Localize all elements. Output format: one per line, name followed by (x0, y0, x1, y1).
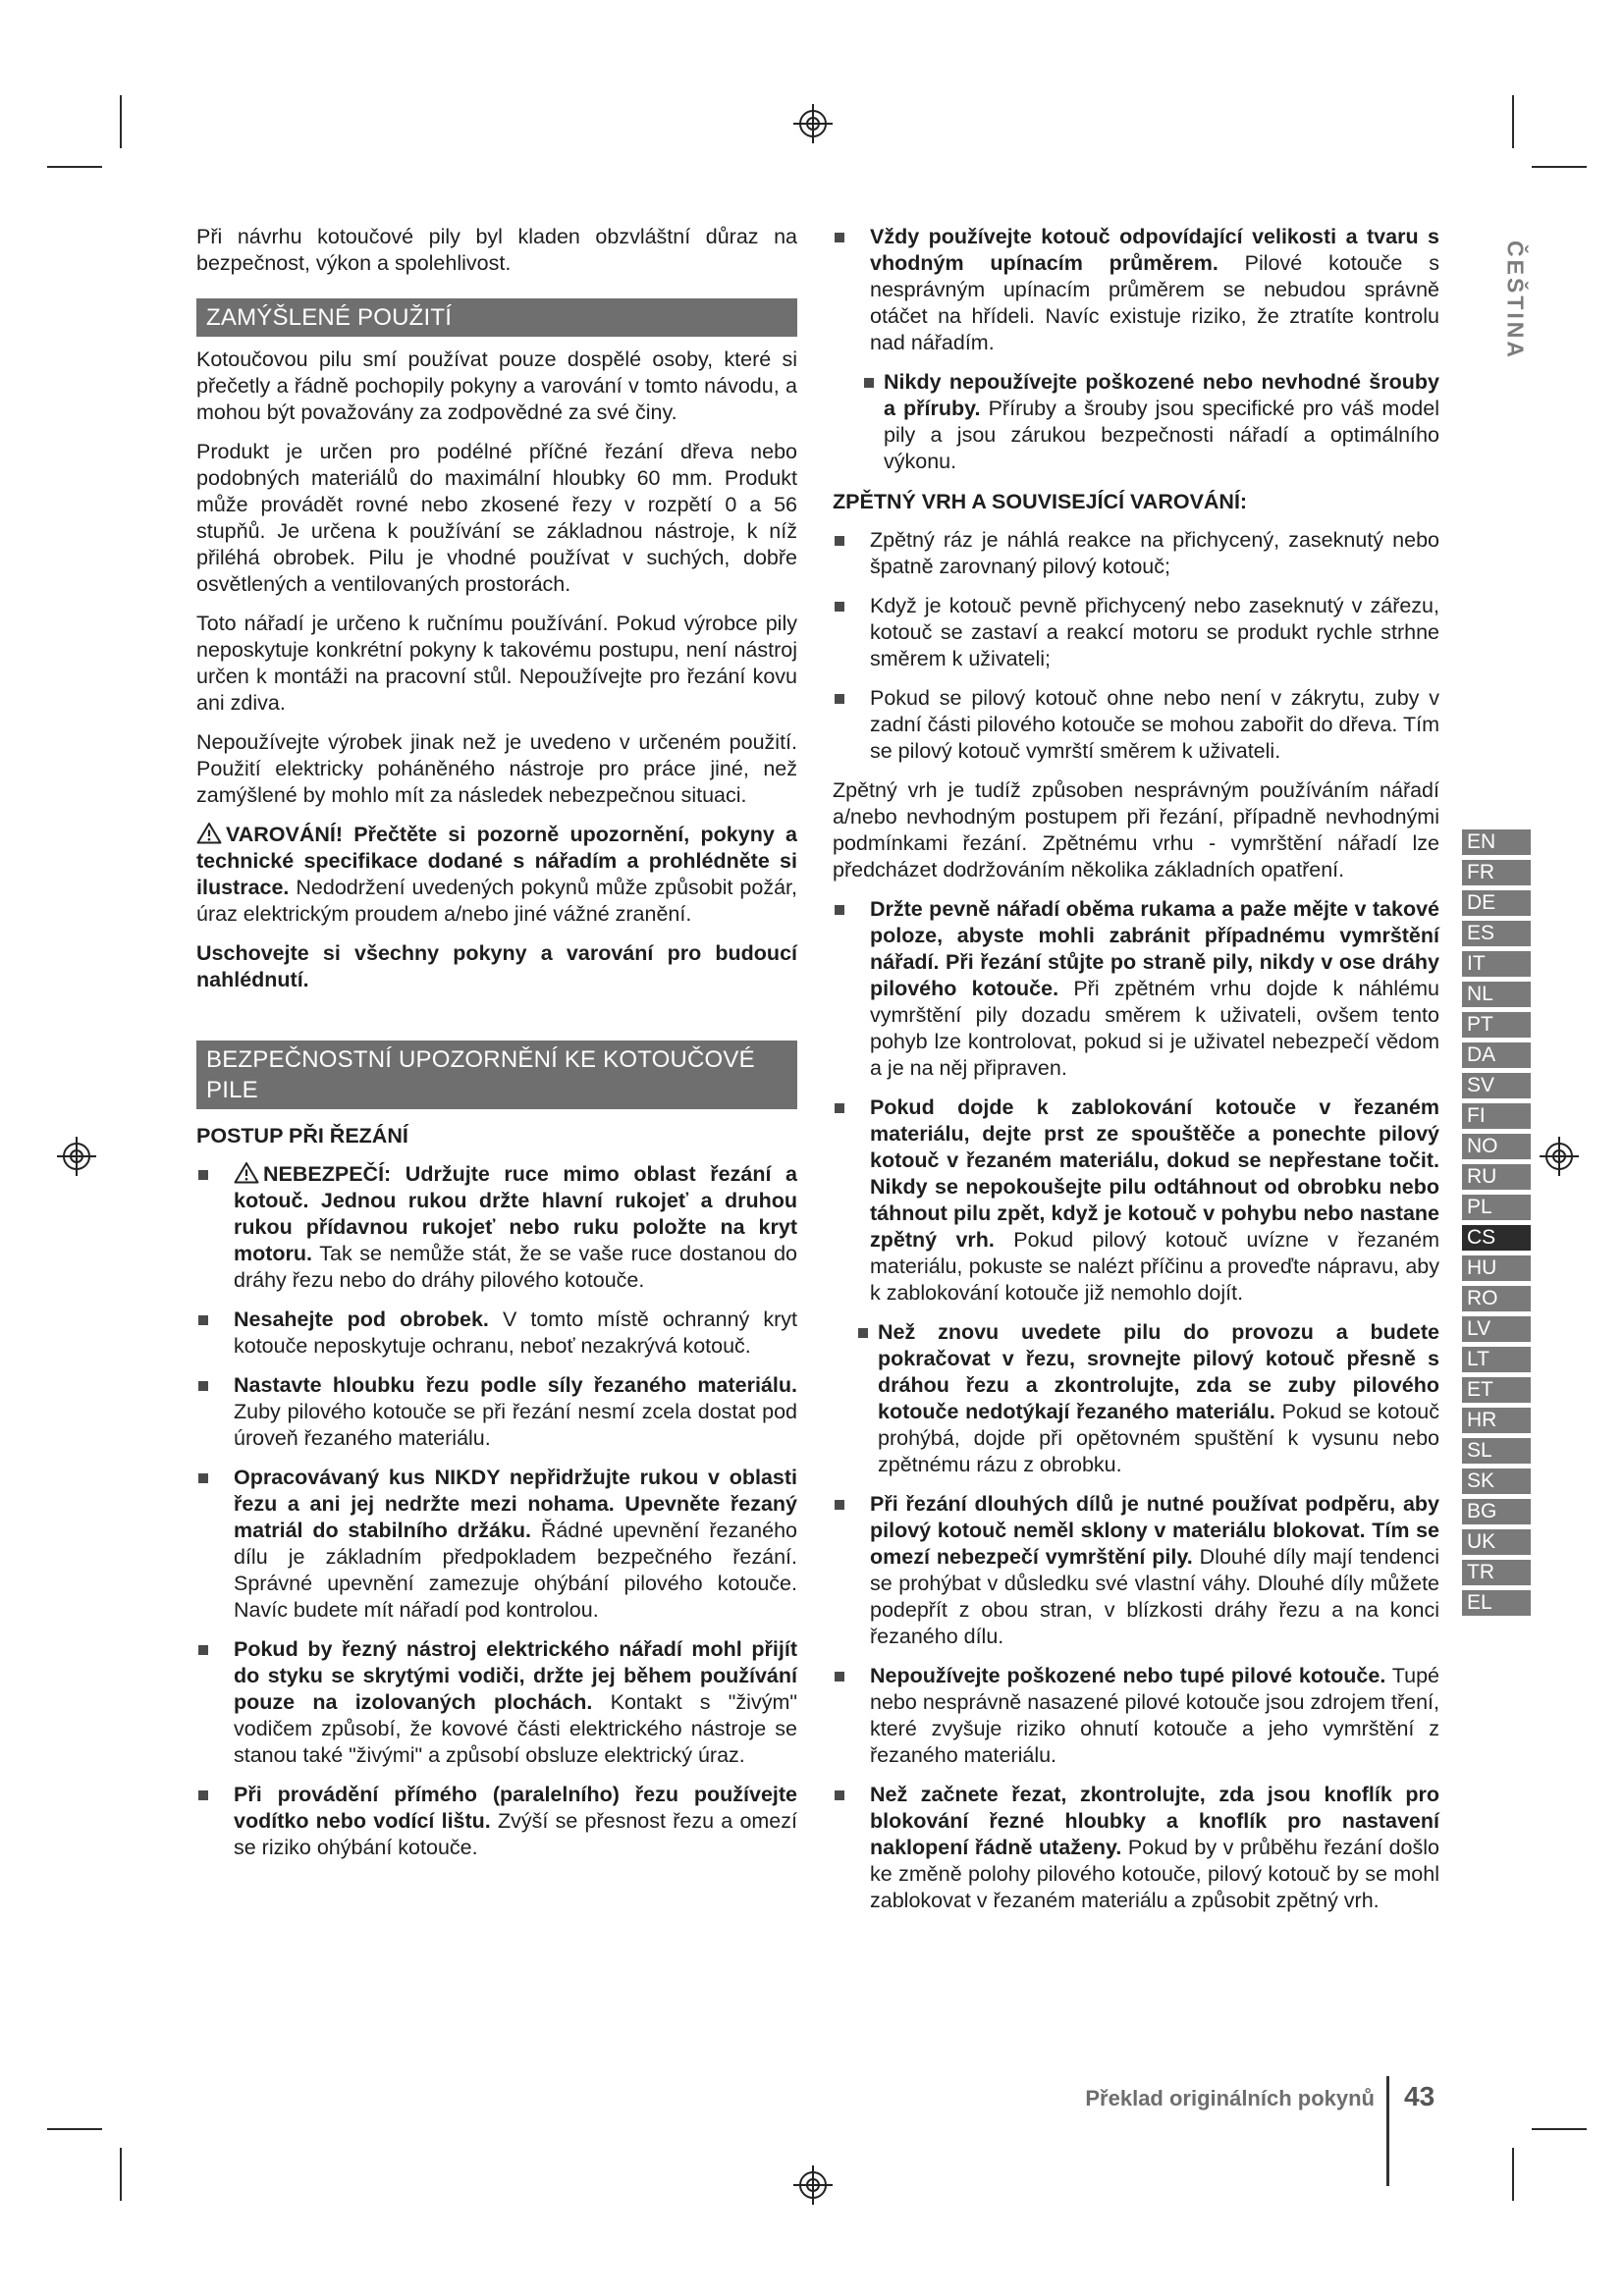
paragraph: Zpětný vrh je tudíž způsoben nesprávným používáním nářadí a/nebo nevhodným postupem při řezání, případně nevhodnými podmínkami řezání. Zpětnému vrhu - vymrštění nářadí lze předcházet dodržováním několika základních opatření. (833, 778, 1439, 881)
language-tab-es[interactable]: ES (1462, 921, 1531, 946)
page-number: 43 (1404, 2081, 1435, 2111)
bullet-square-icon (858, 1328, 868, 1338)
crop-mark (1532, 2128, 1587, 2130)
language-tab-sl[interactable]: SL (1462, 1438, 1531, 1464)
language-tab-hr[interactable]: HR (1462, 1408, 1531, 1433)
language-tab-nl[interactable]: NL (1462, 982, 1531, 1007)
section-heading-intended-use: ZAMÝŠLENÉ POUŽITÍ (196, 298, 797, 337)
bullet-square-icon (835, 905, 844, 915)
footer-text: Překlad originálních pokynů (1085, 2086, 1375, 2110)
bullet-square-icon (198, 1170, 208, 1180)
keep-instructions: Uschovejte si všechny pokyny a varování pro budoucí nahlédnutí. (196, 941, 797, 991)
language-tab-fr[interactable]: FR (1462, 860, 1531, 885)
bullet-square-icon (835, 1672, 844, 1682)
language-tab-et[interactable]: ET (1462, 1377, 1531, 1403)
list-item: Nikdy nepoužívejte poškozené nebo nevhodné šrouby a příruby. Příruby a šrouby jsou specifické pro váš model pily a jsou zárukou bezpečnosti nářadí a optimálního výkonu. (833, 369, 1439, 475)
list-item: Při provádění přímého (paralelního) řezu používejte vodítko nebo vodící lištu. Zvýší se přesnost řezu a omezí se riziko ohýbání kotouče. (196, 1782, 797, 1861)
bullet-square-icon (864, 378, 874, 388)
language-tab-hu[interactable]: HU (1462, 1255, 1531, 1281)
bullet-square-icon (835, 1790, 844, 1800)
bullet-square-icon (198, 1645, 208, 1655)
language-tab-de[interactable]: DE (1462, 890, 1531, 916)
list-item: Při řezání dlouhých dílů je nutné používat podpěru, aby pilový kotouč neměl sklony v materiálu blokovat. Tím se omezí nebezpečí vymrštění pily. Dlouhé díly mají tendenci se prohýbat v důsledku své vlastní váhy. Dlouhé díly můžete podepřít z obou stran, v blízkosti dráhy řezu a na konci řezaného dílu. (833, 1491, 1439, 1650)
warning-triangle-icon (234, 1161, 259, 1184)
language-tab-sv[interactable]: SV (1462, 1073, 1531, 1098)
bullet-square-icon (835, 233, 844, 242)
crop-mark (120, 95, 122, 148)
crop-mark (47, 166, 102, 168)
list-item: Pokud by řezný nástroj elektrického nářadí mohl přijít do styku se skrytými vodiči, držte jej během používání pouze na izolovaných plochách. Kontakt s "živým" vodičem způsobí, že kovové části elektrického nástroje se stanou také "živými" a způsobí obsluze elektrický úraz. (196, 1636, 797, 1769)
crop-mark (1512, 2148, 1514, 2201)
paragraph: Toto nářadí je určeno k ručnímu používání. Pokud výrobce pily neposkytuje konkrétní pokyny k takovému postupu, není nástroj určen k montáži na pracovní stůl. Nepoužívejte pro řezání kovu ani zdiva. (196, 612, 797, 715)
list-item: Zpětný ráz je náhlá reakce na přichycený, zaseknutý nebo špatně zarovnaný pilový kotouč; (833, 527, 1439, 580)
language-tabs (1462, 829, 1531, 1621)
bullet-square-icon (198, 1315, 208, 1325)
list-item: NEBEZPEČÍ: Udržujte ruce mimo oblast řezání a kotouč. Jednou rukou držte hlavní rukojeť a druhou rukou přídavnou rukojeť nebo ruku položte na kryt motoru. Tak se nemůže stát, že se vaše ruce dostanou do dráhy řezu nebo do dráhy pilového kotouče. (196, 1161, 797, 1294)
section-heading-safety: BEZPEČNOSTNÍ UPOZORNĚNÍ KE KOTOUČOVÉ PILE (196, 1041, 797, 1109)
intro-paragraph: Při návrhu kotoučové pily byl kladen obzvláštní důraz na bezpečnost, výkon a spolehlivost. (196, 225, 797, 275)
list-item: Než začnete řezat, zkontrolujte, zda jsou knoflík pro blokování řezné hloubky a knoflík pro nastavení naklopení řádně utaženy. Pokud by v průběhu řezání došlo ke změně polohy pilového kotouče, pilový kotouč by se mohl zablokovat v řezaném materiálu a způsobit zpětný vrh. (833, 1782, 1439, 1914)
list-item: Vždy používejte kotouč odpovídající velikosti a tvaru s vhodným upínacím průměrem. Pilové kotouče s nesprávným upínacím průměrem se nebudou správně otáčet na hřídeli. Navíc existuje riziko, že ztratíte kontrolu nad nářadím. (833, 224, 1439, 356)
subheading-cutting-procedure: POSTUP PŘI ŘEZÁNÍ (196, 1124, 408, 1148)
left-column (196, 224, 797, 1874)
footer-divider (1386, 2076, 1389, 2186)
language-tab-uk[interactable]: UK (1462, 1529, 1531, 1555)
language-tab-ro[interactable]: RO (1462, 1286, 1531, 1311)
paragraph: Produkt je určen pro podélné příčné řezání dřeva nebo podobných materiálů do maximální hloubky 60 mm. Produkt může provádět rovné nebo zkosené řezy v rozpětí 0 a 56 stupňů. Je určena k používání se základnou nástroje, k níž přiléhá obrobek. Pilu je vhodné používat v suchých, dobře osvětlených a ventilovaných prostorách. (196, 440, 797, 596)
language-tab-bg[interactable]: BG (1462, 1499, 1531, 1524)
registration-mark-icon (793, 2165, 833, 2205)
crop-mark (1512, 95, 1514, 148)
language-side-label: ČEŠTINA (1502, 240, 1529, 360)
warning-paragraph (196, 822, 797, 928)
warning-text: Nedodržení uvedených pokynů může způsobit požár, úraz elektrickým proudem a/nebo jiné vážné zranění. (196, 876, 797, 926)
list-item: Opracovávaný kus NIKDY nepřidržujte rukou v oblasti řezu a ani jej nedržte mezi nohama. Upevněte řezaný matriál do stabilního držáku. Řádné upevnění řezaného dílu je základním předpokladem bezpečného řezání. Správné upevnění zamezuje ohýbání pilového kotouče. Navíc budete mít nářadí pod kontrolou. (196, 1465, 797, 1624)
bullet-square-icon (198, 1790, 208, 1800)
registration-mark-icon (793, 104, 833, 143)
bullet-square-icon (835, 694, 844, 704)
bullet-square-icon (198, 1381, 208, 1391)
language-tab-tr[interactable]: TR (1462, 1560, 1531, 1585)
list-item: Pokud dojde k zablokování kotouče v řezaném materiálu, dejte prst ze spouštěče a ponechte pilový kotouč v řezaném materiálu, dokud se nepřestane točit. Nikdy se nepokoušejte pilu odtáhnout od obrobku nebo táhnout pilu zpět, když je kotouč v pohybu nebo nastane zpětný vrh. Pokud pilový kotouč uvízne v řezaném materiálu, pokuste se nalézt příčinu a proveďte nápravu, aby k zablokování kotouče již nemohlo dojít. (833, 1095, 1439, 1307)
list-item: Pokud se pilový kotouč ohne nebo není v zákrytu, zuby v zadní části pilového kotouče se mohou zabořit do dřeva. Tím se pilový kotouč vymrští směrem k uživateli. (833, 685, 1439, 765)
language-tab-da[interactable]: DA (1462, 1042, 1531, 1068)
list-item: Když je kotouč pevně přichycený nebo zaseknutý v zářezu, kotouč se zastaví a reakcí motoru se produkt rychle strhne směrem k uživateli; (833, 593, 1439, 672)
language-tab-en[interactable]: EN (1462, 829, 1531, 855)
list-item: Nastavte hloubku řezu podle síly řezaného materiálu. Zuby pilového kotouče se při řezání nesmí zcela dostat pod úroveň řezaného materiálu. (196, 1372, 797, 1452)
list-item: Než znovu uvedete pilu do provozu a budete pokračovat v řezu, srovnejte pilový kotouč přesně s dráhou řezu a zkontrolujte, zda se zuby pilového kotouče nedotýkají řezaného materiálu. Pokud se kotouč prohýbá, dojde při opětovném spuštění k vysunu nebo zpětnému rázu z obrobku. (833, 1319, 1439, 1478)
language-tab-cs[interactable]: CS (1462, 1225, 1531, 1251)
language-tab-el[interactable]: EL (1462, 1590, 1531, 1616)
language-tab-lt[interactable]: LT (1462, 1347, 1531, 1372)
bullet-square-icon (835, 536, 844, 546)
bullet-square-icon (835, 1103, 844, 1113)
crop-mark (47, 2128, 102, 2130)
list-item: Nesahejte pod obrobek. V tomto místě ochranný kryt kotouče neposkytuje ochranu, neboť nezakrývá kotouč. (196, 1307, 797, 1360)
language-tab-fi[interactable]: FI (1462, 1103, 1531, 1129)
crop-mark (1532, 166, 1587, 168)
bullet-square-icon (835, 1500, 844, 1510)
paragraph: Nepoužívejte výrobek jinak než je uvedeno v určeném použití. Použití elektricky poháněného nástroje pro práce jiné, než zamýšlené by mohlo mít za následek nebezpečnou situaci. (196, 730, 797, 807)
language-tab-it[interactable]: IT (1462, 951, 1531, 977)
language-tab-ru[interactable]: RU (1462, 1164, 1531, 1190)
registration-mark-icon (1540, 1137, 1579, 1176)
subheading-kickback: ZPĚTNÝ VRH A SOUVISEJÍCÍ VAROVÁNÍ: (833, 490, 1248, 513)
language-tab-sk[interactable]: SK (1462, 1468, 1531, 1494)
bullet-square-icon (198, 1473, 208, 1483)
language-tab-no[interactable]: NO (1462, 1134, 1531, 1159)
list-item: Držte pevně nářadí oběma rukama a paže mějte v takové poloze, abyste mohli zabránit případnému vymrštění nářadí. Při řezání stůjte po straně pily, nikdy v ose dráhy pilového kotouče. Při zpětném vrhu dojde k náhlému vymrštění pily dozadu směrem k uživateli, ovšem tento pohyb lze kontrolovat, pokud si je uživatel nebezpečí vědom a je na něj připraven. (833, 896, 1439, 1082)
crop-mark (120, 2148, 122, 2201)
warning-bold-text: VAROVÁNÍ! Přečtěte si pozorně upozornění, pokyny a technické specifikace dodané s nářadím a prohlédněte si ilustrace. (196, 823, 797, 899)
warning-triangle-icon (196, 822, 222, 844)
right-column (833, 224, 1439, 1927)
paragraph: Kotoučovou pilu smí používat pouze dospělé osoby, které si přečetly a řádně pochopily pokyny a varování v tomto návodu, a mohou být považovány za zodpovědné za své činy. (196, 347, 797, 424)
bullet-square-icon (835, 602, 844, 612)
language-tab-pt[interactable]: PT (1462, 1012, 1531, 1038)
registration-mark-icon (57, 1137, 96, 1176)
language-tab-lv[interactable]: LV (1462, 1316, 1531, 1342)
list-item: Nepoužívejte poškozené nebo tupé pilové kotouče. Tupé nebo nesprávně nasazené pilové kotouče jsou zdrojem tření, které zvyšuje riziko ohnutí kotouče a jeho vymrštění z řezaného materiálu. (833, 1663, 1439, 1769)
language-tab-pl[interactable]: PL (1462, 1195, 1531, 1220)
